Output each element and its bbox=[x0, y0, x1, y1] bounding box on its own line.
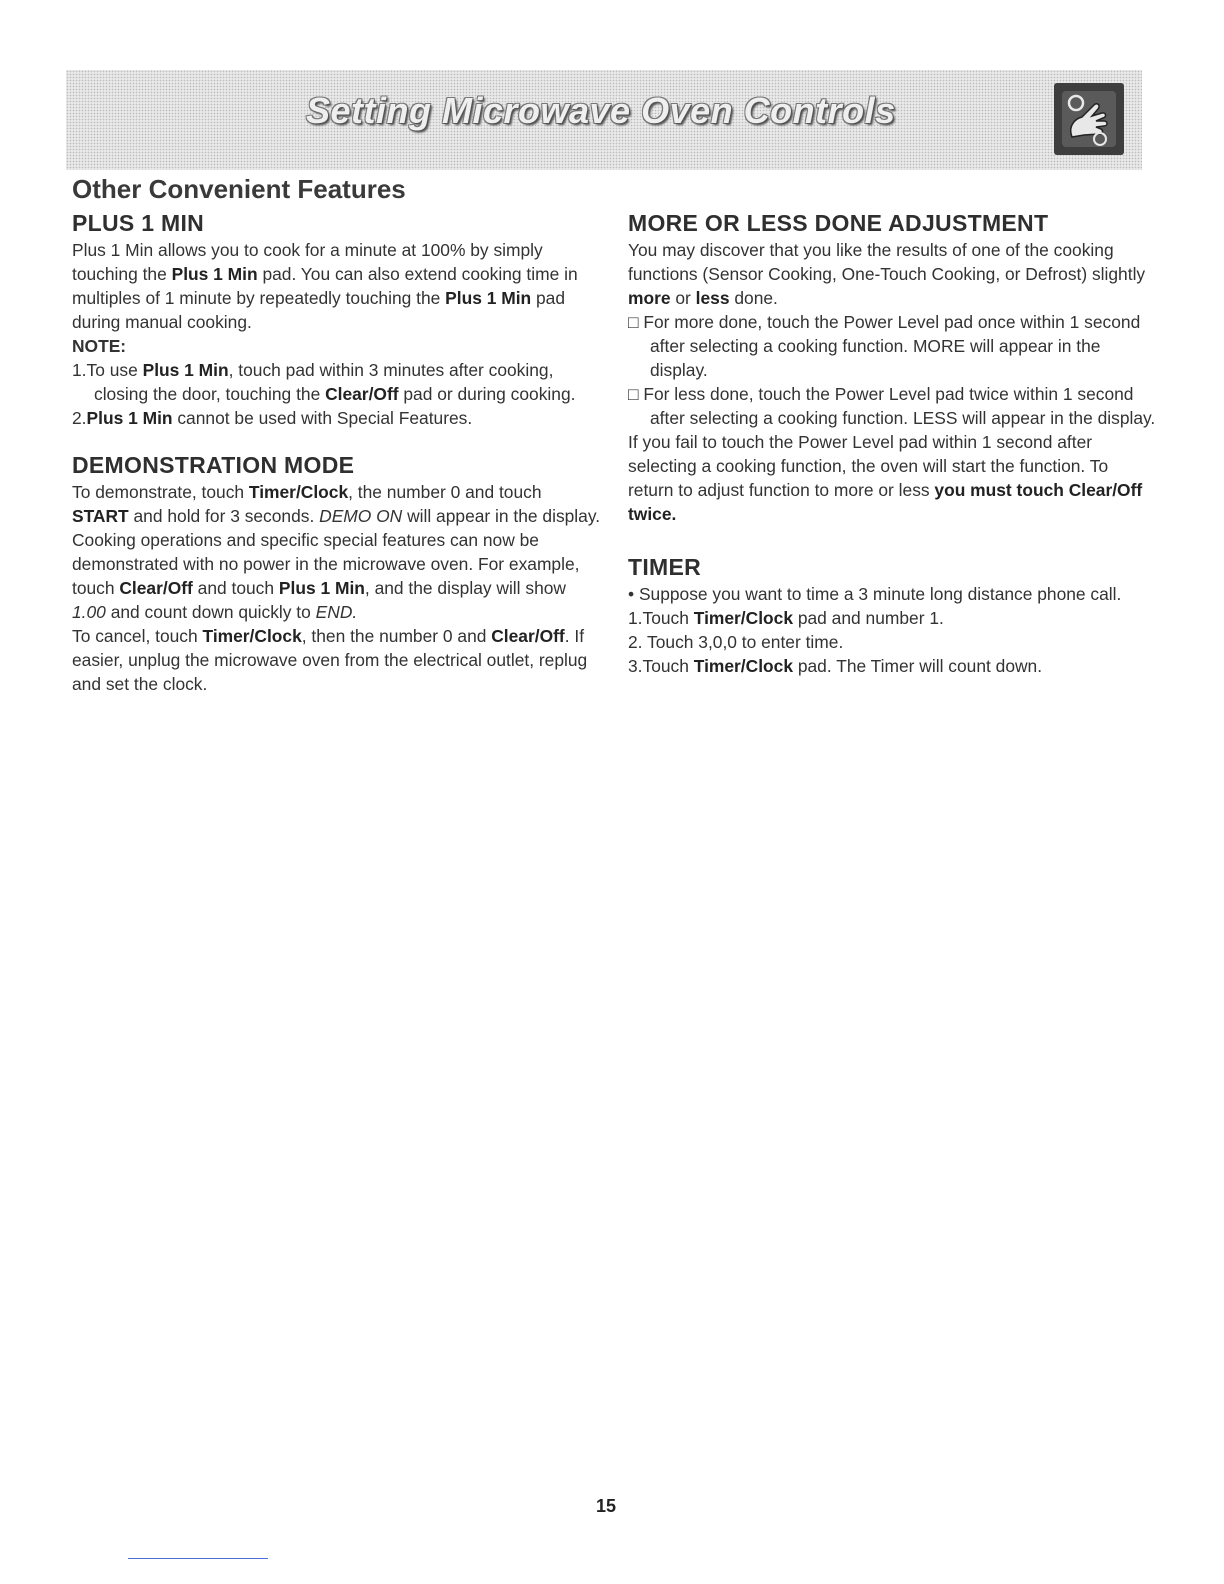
more-less-heading: MORE OR LESS DONE ADJUSTMENT bbox=[628, 210, 1049, 236]
text: or bbox=[670, 288, 696, 308]
left-column bbox=[72, 208, 602, 696]
timer-step-1 bbox=[628, 606, 1158, 630]
bold-text: Plus 1 Min bbox=[171, 264, 258, 284]
more-less-note bbox=[628, 430, 1158, 526]
spacer bbox=[72, 430, 602, 450]
text: Touch 3,0,0 to enter time. bbox=[642, 632, 844, 652]
hand-pressing-button-icon-graphic bbox=[1054, 83, 1124, 155]
footer-rule bbox=[128, 1558, 268, 1559]
note-item-2 bbox=[72, 406, 602, 430]
note-label: NOTE: bbox=[72, 336, 127, 356]
bold-text: Timer/Clock bbox=[202, 626, 302, 646]
plus-1-min-heading: PLUS 1 MIN bbox=[72, 210, 205, 236]
text: and hold for 3 seconds. bbox=[128, 506, 320, 526]
bold-text: Clear/Off bbox=[325, 384, 399, 404]
page-title: Setting Microwave Oven Controls bbox=[306, 90, 896, 131]
bold-text: Timer/Clock bbox=[693, 608, 793, 628]
spacer bbox=[628, 526, 1158, 552]
bold-text: Clear/Off bbox=[491, 626, 565, 646]
italic-text: END. bbox=[315, 602, 358, 622]
text: will appear in the display. Cooking operations and specific special features can now be demonstrated with no power in the microwave oven. For example, touch bbox=[72, 506, 601, 598]
checkbox-bullet-icon: □ bbox=[628, 384, 639, 404]
bullet-icon: • bbox=[628, 584, 635, 604]
less-done-item bbox=[628, 382, 1158, 430]
bold-text: Plus 1 Min bbox=[86, 408, 173, 428]
text: pad. You can also extend cooking time in multiples of 1 minute by repeatedly touching the bbox=[72, 264, 578, 308]
checkbox-bullet-icon: □ bbox=[628, 312, 639, 332]
text: , touch pad within 3 minutes after cooking, closing the door, touching the bbox=[94, 360, 554, 404]
text: done. bbox=[729, 288, 778, 308]
demonstration-mode-heading: DEMONSTRATION MODE bbox=[72, 452, 355, 478]
more-less-section bbox=[628, 208, 1158, 526]
text: . If easier, unplug the microwave oven from the electrical outlet, replug and set the clock. bbox=[72, 626, 588, 694]
list-number: 3. bbox=[628, 656, 643, 676]
text: Plus 1 Min allows you to cook for a minute at 100% by simply touching the bbox=[72, 240, 543, 284]
text: To demonstrate, touch bbox=[72, 482, 249, 502]
bold-text: Plus 1 Min bbox=[445, 288, 532, 308]
list-number: 1. bbox=[72, 360, 87, 380]
hand-pressing-button-icon bbox=[1054, 83, 1124, 155]
demonstration-mode-description bbox=[72, 480, 602, 624]
bold-text: Timer/Clock bbox=[248, 482, 349, 502]
bold-text: you must touch Clear/Off twice. bbox=[628, 480, 1143, 524]
timer-section bbox=[628, 552, 1158, 678]
text: , then the number 0 and bbox=[301, 626, 492, 646]
text: cannot be used with Special Features. bbox=[172, 408, 473, 428]
text: If you fail to touch the Power Level pad within 1 second after selecting a cooking function, the oven will start the function. To return to adjust function to more or less bbox=[628, 432, 1109, 500]
bold-text: Plus 1 Min bbox=[278, 578, 365, 598]
text: pad during manual cooking. bbox=[72, 288, 566, 332]
note-item-1 bbox=[72, 358, 602, 406]
text: Touch bbox=[642, 656, 694, 676]
bold-text: more bbox=[628, 288, 671, 308]
text: , the number 0 and touch bbox=[348, 482, 542, 502]
text: Suppose you want to time a 3 minute long distance phone call. bbox=[638, 584, 1122, 604]
demonstration-mode-section bbox=[72, 450, 602, 696]
list-number: 2. bbox=[628, 632, 643, 652]
plus-1-min-section bbox=[72, 208, 602, 430]
demonstration-mode-cancel bbox=[72, 624, 602, 696]
text: Touch bbox=[642, 608, 694, 628]
text: and touch bbox=[192, 578, 279, 598]
page-number: 15 bbox=[596, 1496, 617, 1516]
timer-example-item bbox=[628, 582, 1158, 606]
text: For more done, touch the Power Level pad once within 1 second after selecting a cooking function. MORE will appear in the display. bbox=[643, 312, 1141, 380]
text: and count down quickly to bbox=[105, 602, 316, 622]
bold-text: Plus 1 Min bbox=[142, 360, 229, 380]
text: pad. The Timer will count down. bbox=[793, 656, 1043, 676]
timer-step-2 bbox=[628, 630, 1158, 654]
list-number: 1. bbox=[628, 608, 643, 628]
text: pad and number 1. bbox=[793, 608, 944, 628]
text: , and the display will show bbox=[364, 578, 566, 598]
more-less-description bbox=[628, 238, 1158, 310]
timer-heading: TIMER bbox=[628, 554, 702, 580]
more-done-item bbox=[628, 310, 1158, 382]
text: To cancel, touch bbox=[72, 626, 203, 646]
plus-1-min-description bbox=[72, 238, 602, 334]
text: You may discover that you like the results of one of the cooking functions (Sensor Cooking, One-Touch Cooking, or Defrost) slightly bbox=[628, 240, 1146, 284]
header-banner bbox=[66, 70, 1142, 170]
bold-text: less bbox=[695, 288, 730, 308]
text: For less done, touch the Power Level pad twice within 1 second after selecting a cooking function. LESS will appear in the display. bbox=[643, 384, 1156, 428]
right-column bbox=[628, 208, 1158, 678]
text: To use bbox=[86, 360, 143, 380]
bold-text: Timer/Clock bbox=[693, 656, 793, 676]
text: pad or during cooking. bbox=[398, 384, 576, 404]
timer-step-3 bbox=[628, 654, 1158, 678]
list-number: 2. bbox=[72, 408, 87, 428]
section-title: Other Convenient Features bbox=[72, 174, 406, 204]
italic-text: 1.00 bbox=[72, 602, 106, 622]
bold-text: START bbox=[72, 506, 129, 526]
italic-text: DEMO ON bbox=[319, 506, 403, 526]
bold-text: Clear/Off bbox=[119, 578, 193, 598]
